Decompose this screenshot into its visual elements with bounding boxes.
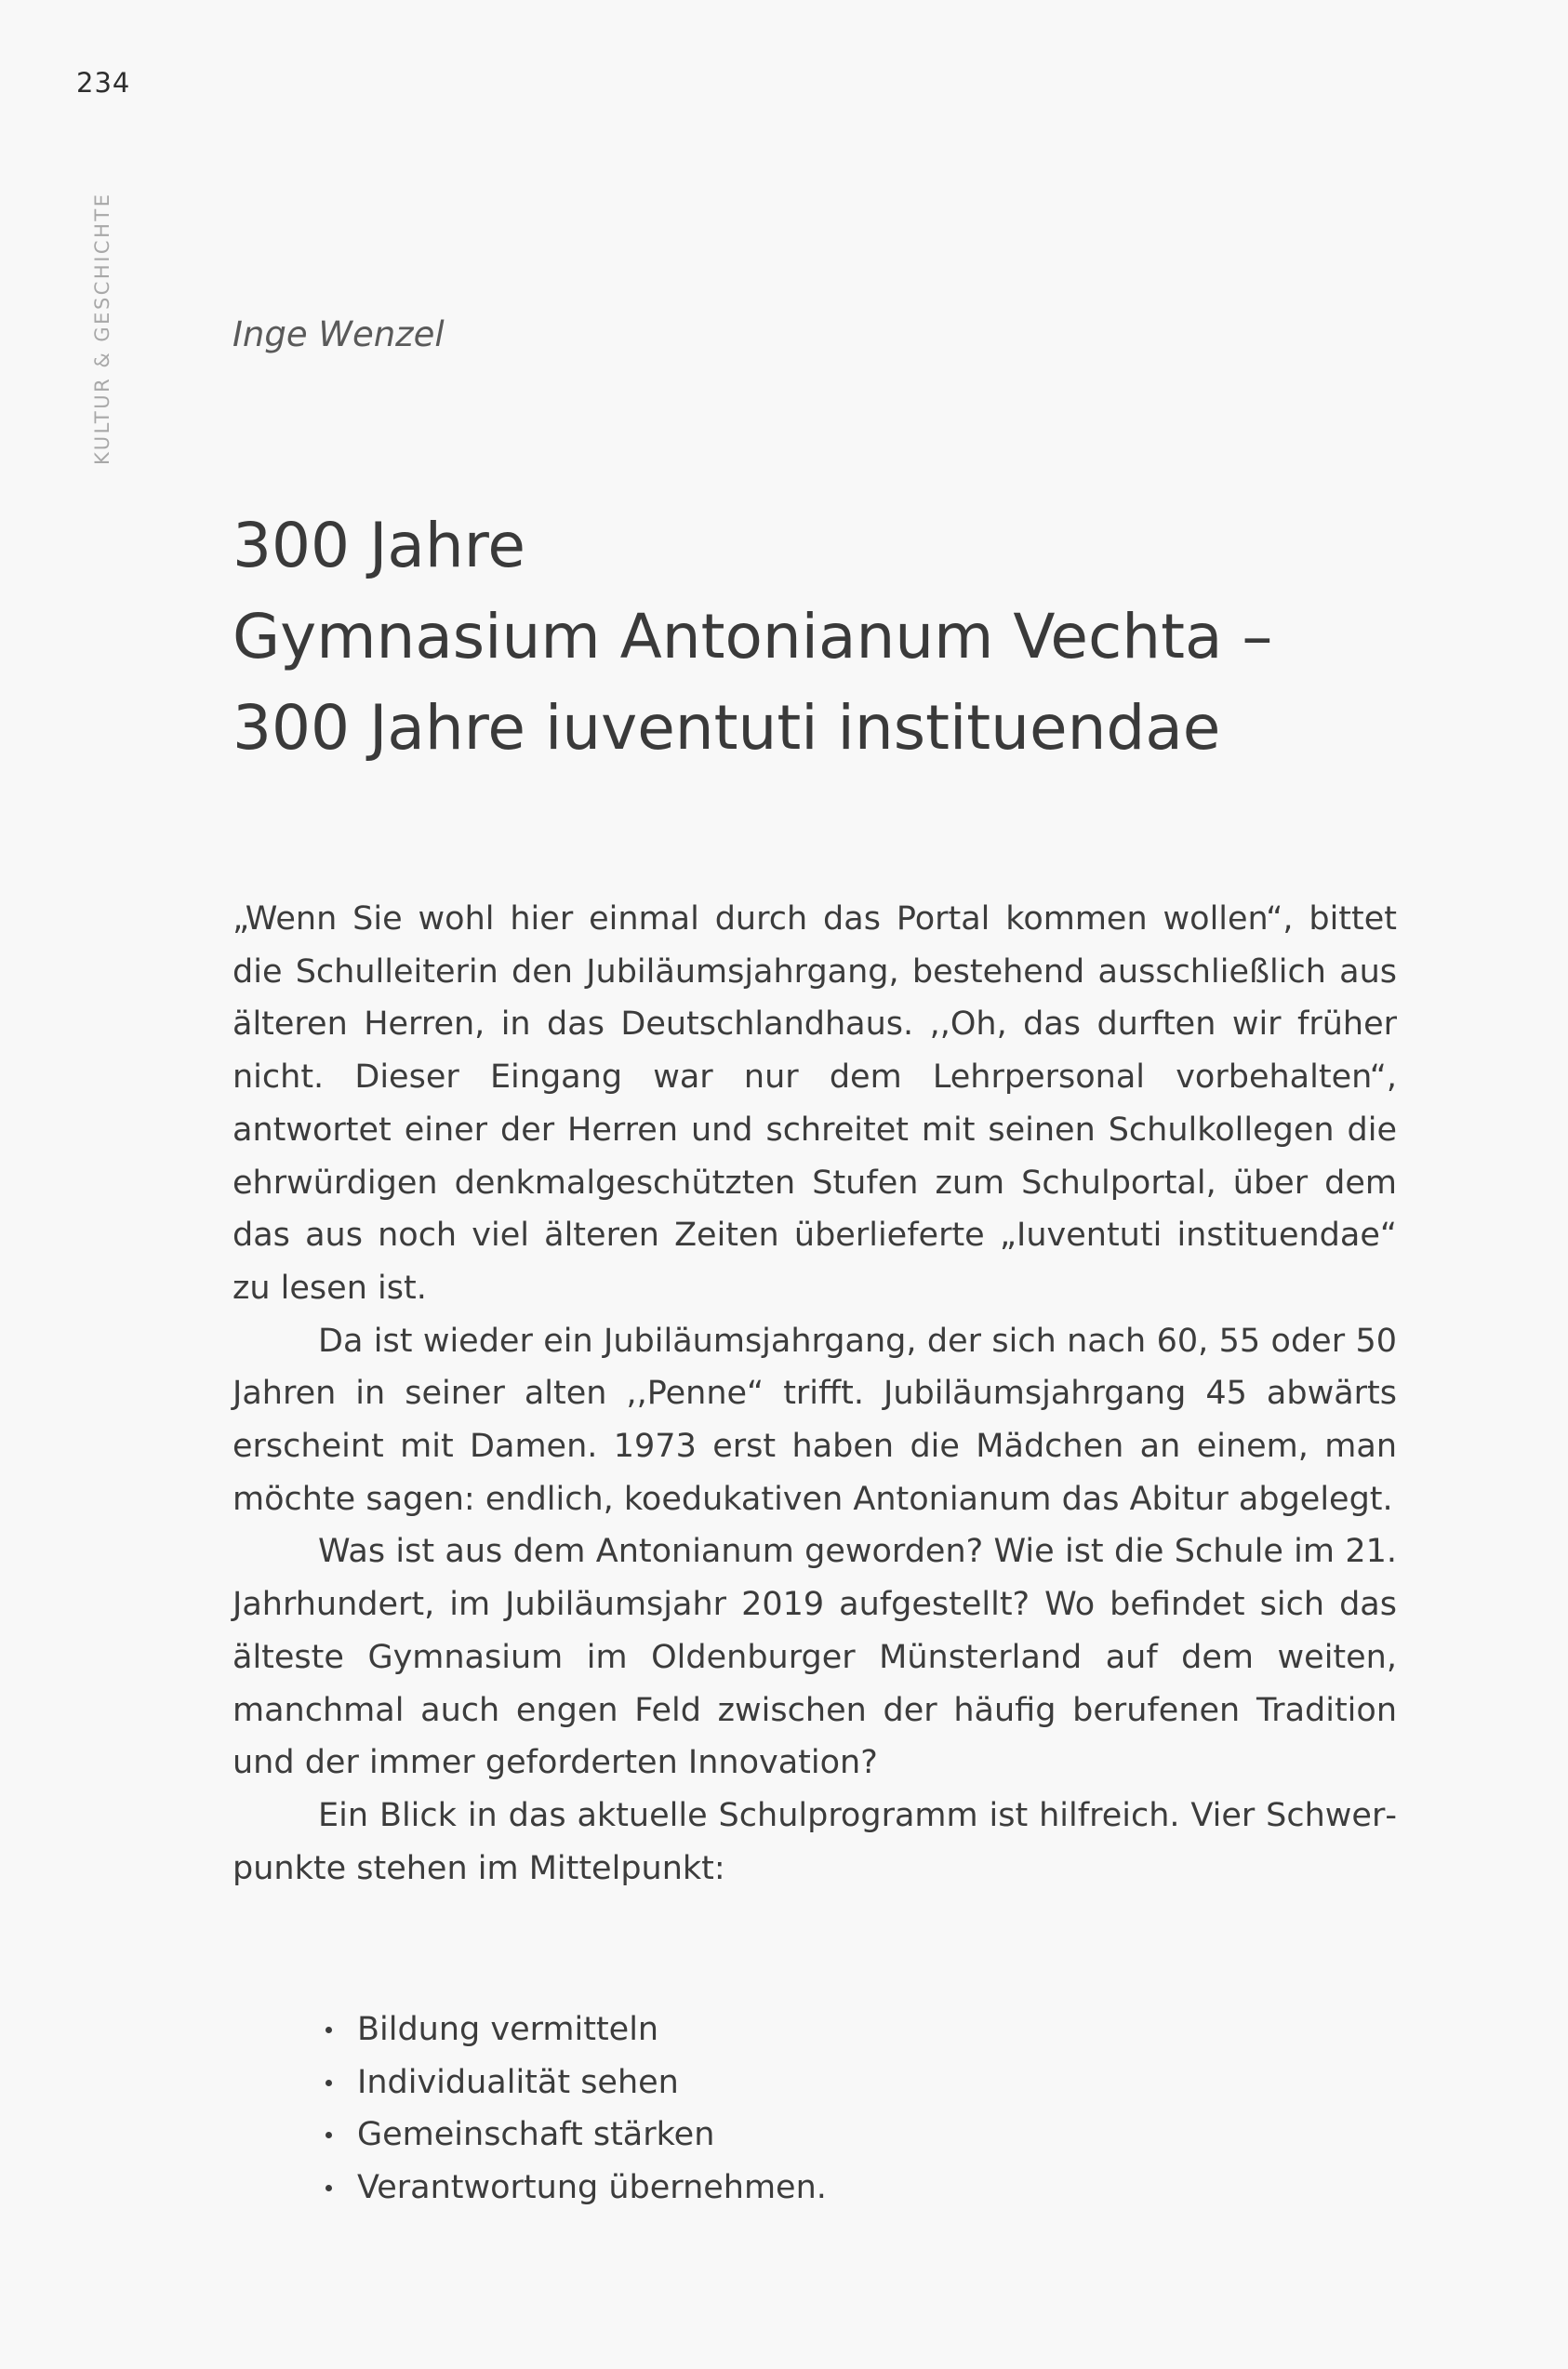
bullet-icon: [326, 2132, 332, 2138]
bullet-icon: [326, 2080, 332, 2086]
list-item-text: Verantwortung übernehmen.: [357, 2169, 827, 2207]
paragraph: Was ist aus dem Antonianum geworden? Wie ist die Schule im 21. Jahrhundert, im Jubiläumsjahr 2019 aufgestellt? Wo befindet sich das älteste Gymnasium im Oldenburger Münsterland auf dem weiten, manchmal auch engen Feld zwischen der häufig berufenen Tradition und der immer geforderten Innovation?: [233, 1533, 1397, 1782]
bullet-icon: [326, 2027, 332, 2033]
list-item: [326, 2162, 827, 2215]
page-number: 234: [76, 67, 131, 99]
author-name: Inge Wenzel: [233, 314, 445, 354]
paragraph: Da ist wieder ein Jubiläumsjahrgang, der sich nach 60, 55 oder 50 Jahren in seiner alten ,,Penne“ trifft. Jubiläumsjahrgang 45 abwärts erscheint mit Damen. 1973 erst haben die Mädchen an einem, man möchte sagen: endlich, koedukativen Antonianum das Abitur abgelegt.: [233, 1322, 1397, 1518]
section-label: KULTUR & GESCHICHTE: [91, 192, 113, 465]
title-line: Gymnasium Antonianum Vechta –: [233, 601, 1273, 672]
list-item-text: Gemeinschaft stärken: [357, 2116, 715, 2154]
paragraph: „Wenn Sie wohl hier einmal durch das Portal kommen wollen“, bittet die Schulleiterin den Jubiläumsjahrgang, bestehend ausschließlich aus älteren Herren, in das Deutschlandhaus. ,,Oh, das durften wir früher nicht. Dieser Eingang war nur dem Lehrpersonal vorbehalten“, antwortet einer der Herren und schreitet mit seinen Schulkollegen die ehrwürdigen denkmalgeschützten Stufen zum Schulportal, über dem das aus noch viel älteren Zeiten überlieferte „Iuventuti instituendae“ zu lesen ist.: [233, 900, 1397, 1307]
focus-list: [326, 2003, 827, 2215]
article-title: [233, 500, 1442, 774]
list-item-text: Individualität sehen: [357, 2063, 679, 2101]
article-body: [233, 893, 1397, 1895]
list-item-text: Bildung vermitteln: [357, 2011, 659, 2048]
list-item: [326, 2109, 827, 2162]
list-item: [326, 2056, 827, 2109]
bullet-icon: [326, 2185, 332, 2191]
list-item: [326, 2003, 827, 2056]
paragraph: Ein Blick in das aktuelle Schulprogramm ist hilfreich. Vier Schwerpunkte stehen im Mittelpunkt:: [233, 1796, 1397, 1887]
title-line: 300 Jahre: [233, 510, 525, 581]
title-line: 300 Jahre iuventuti instituendae: [233, 692, 1221, 764]
